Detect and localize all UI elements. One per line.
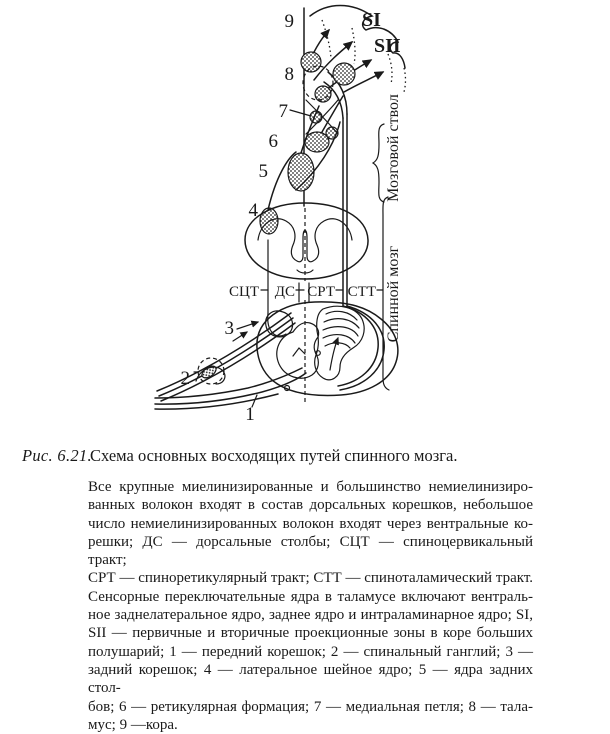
caption-line: полушарий; 1 — передний корешок; 2 — спинальный ганглий; 3 —	[88, 643, 533, 660]
figure-caption	[0, 446, 610, 733]
label-1-ventral-root: 1	[245, 404, 255, 425]
caption-line: ное заднелатеральное ядро, заднее ядро и интраламинарное ядро; SI,	[88, 607, 533, 624]
label-2-spinal-ganglion: 2	[180, 368, 190, 389]
label-sii-cortex-zone: SII	[374, 35, 401, 57]
caption-line: Все крупные миелинизированные и большинство немиелинизиро-	[88, 479, 533, 495]
caption-line: число немиелинизированных волокон входят через вентральные ко-	[88, 515, 533, 532]
figure-title: Схема основных восходящих путей спинного мозга.	[90, 446, 458, 465]
brainstem-nuclei	[260, 111, 338, 234]
caption-title-row	[0, 446, 610, 468]
label-spinal-cord-region: Спинной мозг	[385, 245, 402, 343]
caption-line: Сенсорные переключательные ядра в таламусе включают вентраль-	[88, 588, 533, 605]
caption-line: задний корешок; 4 — латеральное шейное ядро; 5 — ядра задних стол-	[88, 661, 533, 697]
figure-number: Рис. 6.21.	[22, 446, 92, 465]
label-6-reticular-formation: 6	[268, 131, 278, 152]
label-srt-tract: СРТ	[307, 284, 335, 300]
label-7-medial-lemniscus: 7	[278, 101, 288, 122]
label-5-dorsal-column-nuclei: 5	[258, 161, 268, 182]
label-sct-tract: СЦТ	[229, 284, 259, 300]
label-brainstem-region: Мозговой ствол	[385, 94, 402, 202]
label-3-dorsal-root: 3	[224, 318, 234, 339]
caption-line: ванных волокон входят в состав дорсальных корешков, небольшое	[88, 497, 533, 514]
caption-body	[88, 478, 533, 734]
brainstem-brace	[373, 124, 384, 202]
caption-line: решки; ДС — дорсальные столбы; СЦТ — спиноцервикальный тракт;	[88, 533, 533, 569]
caption-line: SII — первичные и вторичные проекционные зоны в коре больших	[88, 625, 533, 642]
label-stt-tract: СТТ	[347, 284, 376, 300]
label-8-thalamus: 8	[284, 64, 294, 85]
caption-line: СРТ — спиноретикулярный тракт; СТТ — спиноталамический тракт.	[88, 570, 533, 587]
label-4-lateral-cervical-nucleus: 4	[248, 200, 258, 221]
thalamus-nuclei	[301, 52, 355, 102]
label-si-cortex-zone: SI	[362, 9, 381, 31]
label-9-cortex: 9	[284, 11, 294, 32]
caption-line: мус; 9 —кора.	[88, 716, 178, 733]
caption-line: бов; 6 — ретикулярная формация; 7 — медиальная петля; 8 — тала-	[88, 698, 533, 715]
spinal-cord-cross-section	[257, 302, 398, 396]
label-ds-tract: ДС	[274, 284, 295, 300]
